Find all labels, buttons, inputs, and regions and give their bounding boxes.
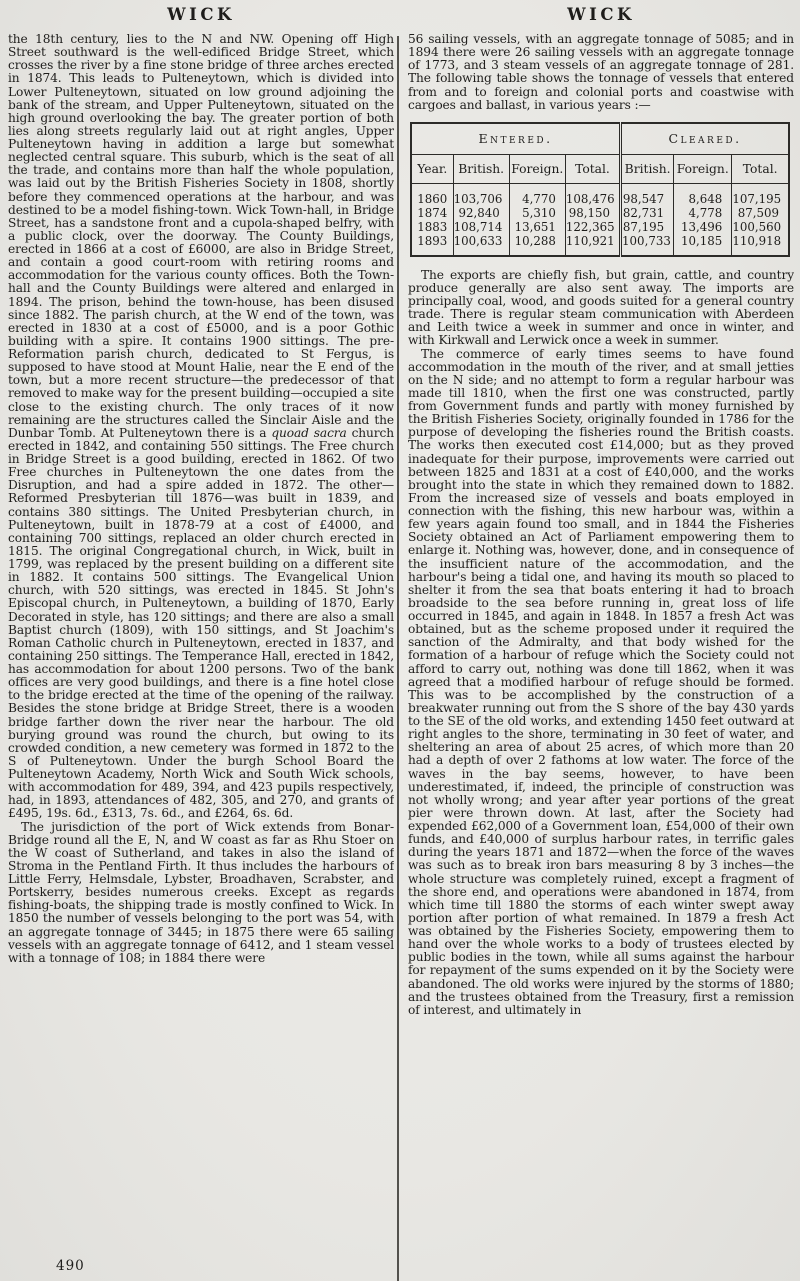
- running-head-right: WICK: [567, 5, 635, 24]
- entered-total-cell: 98,150: [565, 206, 620, 220]
- year-cell: 1883: [417, 219, 448, 234]
- entered-british-cell: 100,633: [453, 234, 509, 256]
- cleared-total-cell: 107,195: [732, 183, 789, 206]
- cleared-foreign-cell: 8,648: [674, 183, 732, 206]
- year-cell: 1893: [417, 233, 448, 248]
- year-cell: 1860: [417, 191, 448, 206]
- table-column-headers: [411, 154, 789, 183]
- cleared-british-cell: 100,733: [621, 234, 674, 256]
- col-header-entered-foreign: Foreign.: [509, 154, 565, 183]
- tonnage-table: [410, 122, 790, 257]
- table-row-1893: [411, 234, 789, 256]
- cleared-british-cell: 87,195: [621, 220, 674, 234]
- entered-foreign-cell: 4,770: [509, 183, 565, 206]
- cleared-total-cell: 100,560: [732, 220, 789, 234]
- col-header-cleared-total: Total.: [732, 154, 789, 183]
- right-column: [408, 0, 794, 1281]
- entered-foreign-cell: 10,288: [509, 234, 565, 256]
- table-row-1860: [411, 183, 789, 206]
- col-header-cleared-british: British.: [621, 154, 674, 183]
- entered-total-cell: 108,476: [565, 183, 620, 206]
- entered-foreign-cell: 13,651: [509, 220, 565, 234]
- entered-foreign-cell: 5,310: [509, 206, 565, 220]
- entered-header: Entered.: [411, 123, 621, 155]
- table-row-1883: [411, 220, 789, 234]
- running-head-left: WICK: [167, 5, 235, 24]
- cleared-foreign-cell: 10,185: [674, 234, 732, 256]
- cleared-foreign-cell: 13,496: [674, 220, 732, 234]
- col-header-cleared-foreign: Foreign.: [674, 154, 732, 183]
- entered-british-cell: 103,706: [453, 183, 509, 206]
- cleared-total-cell: 110,918: [732, 234, 789, 256]
- cleared-total-cell: 87,509: [732, 206, 789, 220]
- cleared-british-cell: 98,547: [621, 183, 674, 206]
- entered-british-cell: 108,714: [453, 220, 509, 234]
- cleared-foreign-cell: 4,778: [674, 206, 732, 220]
- col-header-year: Year.: [411, 154, 453, 183]
- entered-total-cell: 110,921: [565, 234, 620, 256]
- left-paragraph-2: The jurisdiction of the port of Wick extends from Bonar-Bridge round all the E, N, and W coast as far as Rhu Stoer on the W coast of Sutherland, and takes in also the island of Stroma in the Pentland Firth. It thus includes the harbours of Little Ferry, Helmsdale, Lybster, Broadhaven, Scrabster, and Portskerry, besides numerous creeks. Except as regards fishing-boats, the shipping trade is mostly confined to Wick. In 1850 the number of vessels belonging to the port was 54, with an aggregate tonnage of 3445; in 1875 there were 65 sailing vessels with an aggregate tonnage of 6412, and 1 steam vessel with a tonnage of 108; in 1884 there were: [8, 819, 394, 965]
- left-column: [8, 0, 394, 1281]
- cleared-british-cell: 82,731: [621, 206, 674, 220]
- left-paragraph-1-text-a: the 18th century, lies to the N and NW. Opening off High Street southward is the well-edificed Bridge Street, which crosses the river by a fine stone bridge of three arches erected in 1874. This leads to Pulteneytown, which is divided into Lower Pulteneytown, situated on low ground adjoining the bank of the stream, and Upper Pulteneytown, situated on the high ground overlooking the bay. The greater portion of both lies along streets regularly laid out at right angles, Upper Pulteneytown having in addition a large but somewhat neglected central square. This suburb, which is the seat of all the trade, and contains more than half the whole population, was laid out by the British Fisheries Society in 1808, shortly before they commenced operations at the harbour, and was destined to be a model fishing-town. Wick Town-hall, in Bridge Street, has a sandstone front and a cupola-shaped belfry, with a public clock, over the doorway. The County Buildings, erected in 1866 at a cost of £6000, are also in Bridge Street, and contain a good court-room with retiring rooms and accommodation for the various county offices. Both the Town-hall and the County Buildings were altered and enlarged in 1894. The prison, behind the town-house, has been disused since 1882. The parish church, at the W end of the town, was erected in 1830 at a cost of £5000, and is a poor Gothic building with a spire. It contains 1900 sittings. The pre-Reformation parish church, dedicated to St Fergus, is supposed to have stood at Mount Halie, near the E end of the town, but a more recent structure—the predecessor of that removed to make way for the present building—occupied a site close to the existing church. The only traces of it now remaining are the structures called the Sinclair Aisle and the Dunbar Tomb. At Pulteneytown there is a: [8, 32, 394, 440]
- quoad-sacra-italic: quoad sacra: [271, 425, 347, 440]
- col-header-entered-total: Total.: [565, 154, 620, 183]
- entered-british-cell: 92,840: [453, 206, 509, 220]
- entered-total-cell: 122,365: [565, 220, 620, 234]
- table-band-row: [411, 123, 789, 155]
- left-paragraph-1-text-b: church erected in 1842, and containing 550 sittings. The Free church in Bridge Street is a good building, erected in 1862. Of two Free churches in Pulteneytown the one dates from the Disruption, and had a spire added in 1872. The other—Reformed Presbyterian till 1876—was built in 1839, and contains 380 sittings. The United Presbyterian church, in Pulteneytown, built in 1878-79 at a cost of £4000, and containing 700 sittings, replaced an older church erected in 1815. The original Congregational church, in Wick, built in 1799, was replaced by the present building on a different site in 1882. It contains 500 sittings. The Evangelical Union church, with 520 sittings, was erected in 1845. St John's Episcopal church, in Pulteneytown, a building of 1870, Early Decorated in style, has 120 sittings; and there are also a small Baptist church (1809), with 150 sittings, and St Joachim's Roman Catholic church in Pulteneytown, erected in 1837, and containing 250 sittings. The Temperance Hall, erected in 1842, has accommodation for about 1200 persons. Two of the bank offices are very good buildings, and there is a fine hotel close to the bridge erected at the time of the opening of the railway. Besides the stone bridge at Bridge Street, there is a wooden bridge farther down the river near the harbour. The old burying ground was round the church, but owing to its crowded condition, a new cemetery was formed in 1872 to the S of Pulteneytown. Under the burgh School Board the Pulteneytown Academy, North Wick and South Wick schools, with accommodation for 489, 394, and 423 pupils respectively, had, in 1893, attendances of 482, 305, and 270, and grants of £495, 19s. 6d., £313, 7s. 6d., and £264, 6s. 6d.: [8, 425, 394, 821]
- year-cell: 1874: [417, 205, 448, 220]
- right-paragraph-3: The commerce of early times seems to have found accommodation in the mouth of the river, and at small jetties on the N side; and no attempt to form a regular harbour was made till 1810, when the first one was constructed, partly from Government funds and partly with money furnished by the British Fisheries Society, originally founded in 1786 for the purpose of developing the fisheries round the British coasts. The works then executed cost £14,000; but as they proved inadequate for their purpose, improvements were carried out between 1825 and 1831 at a cost of £40,000, and the works brought into the state in which they remained down to 1882. From the increased size of vessels and boats employed in connection with the fishing, this new harbour was, within a few years again found too small, and in 1844 the Fisheries Society obtained an Act of Parliament empowering them to enlarge it. Nothing was, however, done, and in consequence of the insufficient nature of the accommodation, and the harbour's being a tidal one, and having its mouth so placed to shelter it from the sea that boats entering it had to broach broadside to the sea before running in, great loss of life occurred in 1845, and again in 1848. In 1857 a fresh Act was obtained, but as the scheme proposed under it required the sanction of the Admiralty, and that body wished for the formation of a harbour of refuge which the Society could not afford to carry out, nothing was done till 1862, when it was agreed that a modified harbour of refuge should be formed. This was to be accomplished by the construction of a breakwater running out from the S shore of the bay 430 yards to the SE of the old works, and extending 1450 feet outward at right angles to the shore, terminating in 30 feet of water, and sheltering an area of about 25 acres, of which more than 20 had a depth of over 2 fathoms at low water. The force of the waves in the bay seems, however, to have been underestimated, if, indeed, the principle of construction was not wholly wrong; and year after year portions of the great pier were thrown down. At last, after the Society had expended £62,000 of a Government loan, £54,000 of their own funds, and £40,000 of surplus harbour rates, in terrific gales during the years 1871 and 1872—when the force of the waves was such as to break iron bars measuring 8 by 3 inches—the whole structure was completely ruined, except a fragment of the shore end, and operations were abandoned in 1874, from which time till 1880 the storms of each winter swept away portion after portion of what remained. In 1879 a fresh Act was obtained by the Fisheries Society, empowering them to hand over the whole works to a body of trustees elected by public bodies in the town, while all sums against the harbour for repayment of the sums expended on it by the Society were abandoned. The old works were injured by the storms of 1880; and the trustees obtained from the Treasury, first a remission of interest, and ultimately in: [408, 346, 794, 1017]
- column-divider: [397, 36, 399, 1281]
- cleared-header: Cleared.: [621, 123, 789, 155]
- left-paragraph-1: [8, 33, 394, 821]
- table-row-1874: [411, 206, 789, 220]
- right-paragraph-1: 56 sailing vessels, with an aggregate tonnage of 5085; and in 1894 there were 26 sailing vessels with an aggregate tonnage of 1773, and 3 steam vessels of an aggregate tonnage of 281. The following table shows the tonnage of vessels that entered from and to foreign and colonial ports and coastwise with cargoes and ballast, in various years :—: [408, 32, 794, 112]
- right-paragraph-2: The exports are chiefly fish, but grain, cattle, and country produce generally are also sent away. The imports are principally coal, wood, and goods suited for a general country trade. There is regular steam communication with Aberdeen and Leith twice a week in summer and once in winter, and with Kirkwall and Lerwick once a week in summer.: [408, 267, 794, 348]
- page-number: 490: [56, 1258, 85, 1274]
- col-header-entered-british: British.: [453, 154, 509, 183]
